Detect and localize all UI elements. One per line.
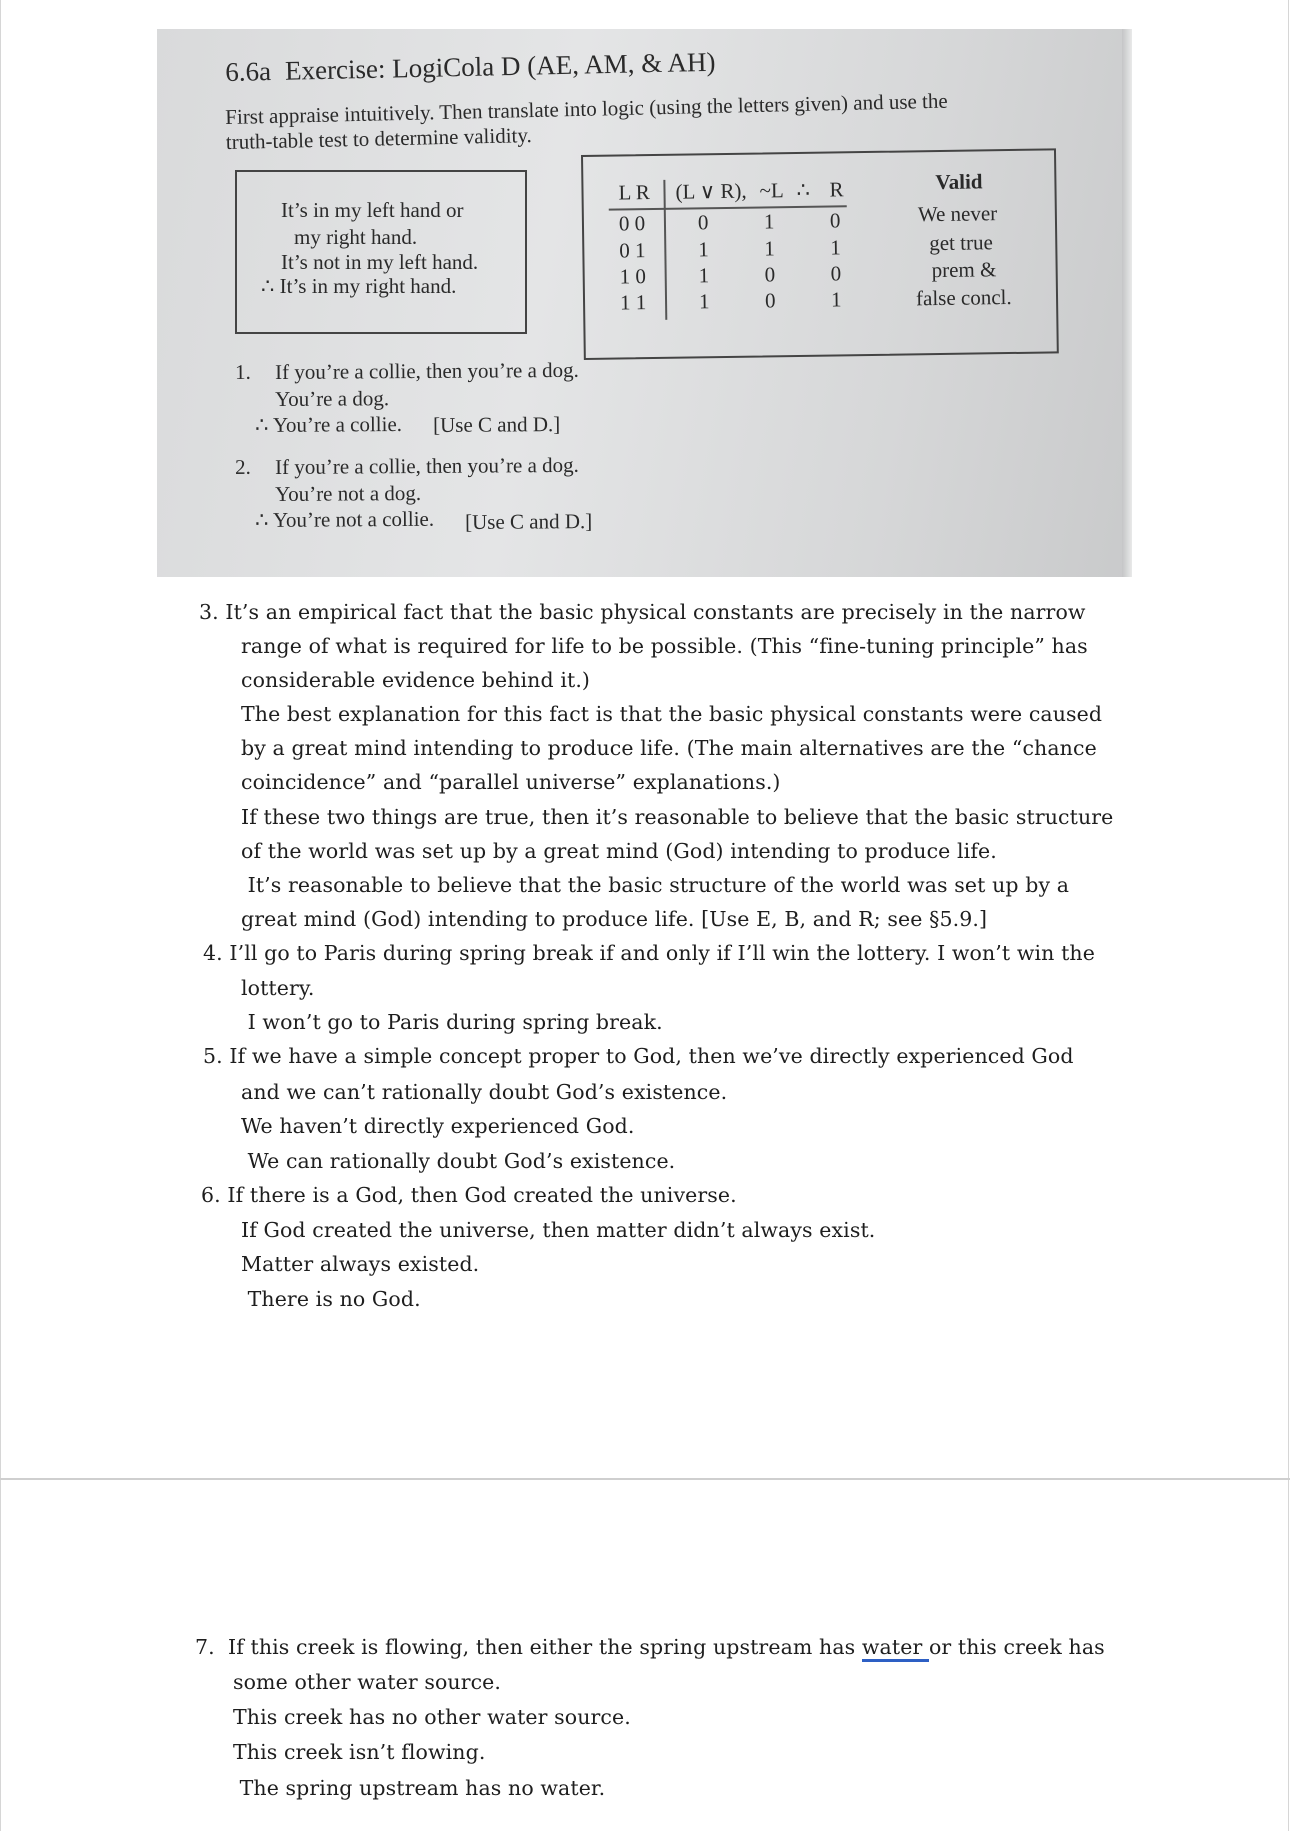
tt-verdict-line: false concl.	[915, 285, 1012, 311]
truth-table-box	[581, 148, 1059, 360]
problem-2-line: You’re not a dog.	[275, 480, 422, 506]
tt-row-vars: 1 1	[619, 290, 647, 315]
exercise-number: 6.6a	[225, 56, 272, 87]
problem-2-line: If you’re a collie, then you’re a dog.	[275, 452, 579, 479]
tt-row-c: 0	[830, 261, 842, 286]
argument-conclusion: ∴ It’s in my right hand.	[261, 274, 457, 298]
problem-3-line: coincidence” and “parallel universe” explanations.)	[241, 770, 781, 794]
truth-table-column-rule	[663, 180, 667, 320]
problem-5-line: We haven’t directly experienced God.	[241, 1114, 635, 1138]
tt-verdict-line: get true	[929, 230, 993, 256]
problem-5-conclusion: We can rationally doubt God’s existence.	[241, 1149, 676, 1173]
problem-6-line: If God created the universe, then matter didn’t always exist.	[241, 1218, 876, 1242]
tt-therefore: ∴	[796, 177, 811, 202]
tt-verdict-line: prem &	[931, 257, 997, 283]
problem-5-line: and we can’t rationally doubt God’s existence.	[241, 1080, 728, 1104]
problem-3-line: range of what is required for life to be possible. (This “fine-tuning principle” has	[241, 634, 1088, 658]
tt-row-p1: 1	[698, 289, 710, 314]
tt-row-c: 1	[830, 287, 842, 312]
spelling-underlined-word[interactable]: water	[862, 1635, 929, 1662]
tt-header-conclusion: R	[829, 177, 844, 202]
problem-1-number: 1.	[235, 359, 251, 384]
problem-4-line: lottery.	[241, 976, 315, 1000]
problem-3-line: 3. It’s an empirical fact that the basic physical constants are precisely in the narrow	[199, 600, 1086, 624]
problem-6-conclusion: There is no God.	[241, 1287, 421, 1311]
tt-row-c: 1	[830, 235, 841, 260]
tt-row-p2: 1	[764, 236, 775, 261]
problem-5-line: 5. If we have a simple concept proper to God, then we’ve directly experienced God	[203, 1044, 1074, 1068]
tt-header-premise1: (L ∨ R),	[675, 178, 747, 204]
tt-row-vars: 0 0	[618, 211, 646, 236]
problem-7-conclusion: The spring upstream has no water.	[233, 1776, 606, 1800]
argument-line: It’s in my left hand or	[281, 198, 464, 222]
argument-line: It’s not in my left hand.	[281, 250, 479, 274]
problem-6-line: 6. If there is a God, then God created the universe.	[201, 1183, 737, 1207]
problem-4-conclusion: I won’t go to Paris during spring break.	[241, 1010, 663, 1034]
textbook-photo	[157, 29, 1132, 577]
problem-2-number: 2.	[235, 454, 251, 479]
tt-row-p1: 0	[697, 210, 709, 235]
problem-3-line: of the world was set up by a great mind (God) intending to produce life.	[241, 839, 997, 863]
tt-verdict-valid: Valid	[935, 169, 983, 195]
instruction-line: First appraise intuitively. Then translate into logic (using the letters given) and use the	[225, 88, 948, 129]
truth-table-header-rule	[609, 205, 847, 210]
problem-1-line: If you’re a collie, then you’re a dog.	[275, 357, 579, 384]
exercise-instructions	[225, 89, 949, 155]
problem-6-line: Matter always existed.	[241, 1252, 480, 1276]
problem-3-line: great mind (God) intending to produce life. [Use E, B, and R; see §5.9.]	[241, 907, 988, 931]
problem-3-line: by a great mind intending to produce life. (The main alternatives are the “chance	[241, 736, 1097, 760]
problem-2-conclusion: ∴ You’re not a collie.	[255, 506, 435, 532]
problem-7-text: 7. If this creek is flowing, then either the spring upstream has	[195, 1635, 862, 1659]
tt-header-premise2: ~L	[759, 178, 784, 203]
problem-4-line: 4. I’ll go to Paris during spring break if and only if I’ll win the lottery. I won’t win the	[203, 941, 1095, 965]
argument-line: my right hand.	[294, 225, 418, 249]
exercise-heading	[225, 47, 716, 88]
tt-verdict-line: We never	[917, 201, 998, 227]
problem-3-line: If these two things are true, then it’s reasonable to believe that the basic structure	[241, 805, 1114, 829]
tt-row-p1: 1	[698, 237, 709, 262]
instruction-line: truth-table test to determine validity.	[225, 123, 533, 154]
tt-row-vars: 1 0	[619, 264, 647, 289]
problem-3-conclusion: It’s reasonable to believe that the basic structure of the world was set up by a	[241, 873, 1070, 897]
page-divider	[0, 1478, 1290, 1480]
problem-7-text: or this creek has	[928, 1635, 1105, 1659]
photo-page-edge	[1122, 29, 1132, 577]
problem-1-line: You’re a dog.	[275, 386, 390, 411]
problem-1-conclusion: ∴ You’re a collie.	[255, 411, 403, 437]
tt-row-p2: 1	[763, 209, 775, 234]
tt-row-c: 0	[829, 208, 841, 233]
problem-7-line: This creek isn’t flowing.	[233, 1740, 486, 1764]
problem-3-line: considerable evidence behind it.)	[241, 668, 591, 692]
problem-7-line: some other water source.	[233, 1670, 502, 1694]
tt-header-vars: L R	[618, 180, 651, 205]
tt-row-vars: 0 1	[619, 238, 646, 263]
tt-row-p2: 0	[764, 288, 776, 313]
problem-3-line: The best explanation for this fact is that the basic physical constants were caused	[241, 702, 1103, 726]
problem-7-line: This creek has no other water source.	[233, 1705, 631, 1729]
problem-7-first-line	[195, 1635, 1105, 1659]
tt-row-p1: 1	[698, 263, 710, 288]
exercise-title: Exercise: LogiCola D (AE, AM, & AH)	[284, 46, 716, 86]
example-argument-box	[235, 170, 527, 334]
tt-row-p2: 0	[764, 262, 776, 287]
problem-1-hint: [Use C and D.]	[433, 412, 561, 437]
problem-2-hint: [Use C and D.]	[465, 509, 593, 534]
